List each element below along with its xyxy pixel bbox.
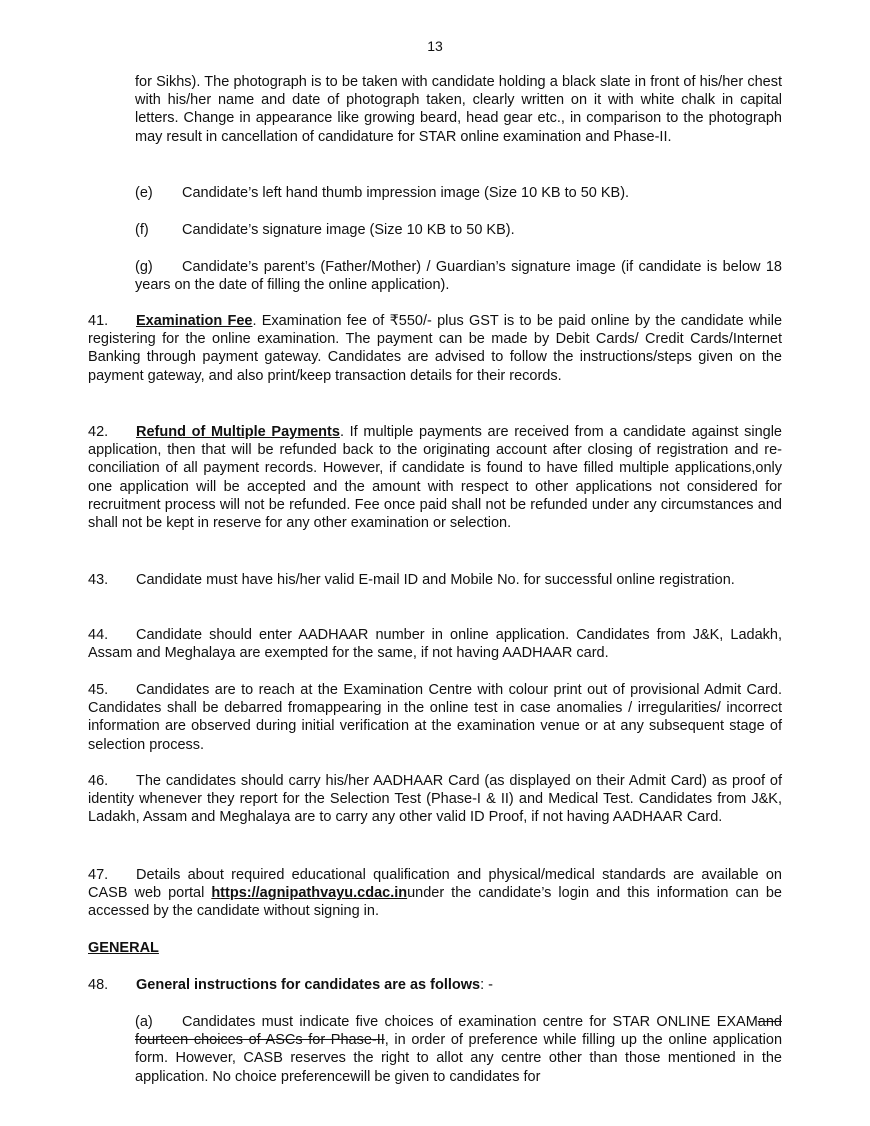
- list-item-e-text: Candidate’s left hand thumb impression image (Size 10 KB to 50 KB).: [182, 185, 630, 201]
- list-item-f-label: (f): [135, 222, 149, 238]
- paragraph-41-examination-fee: [88, 312, 782, 385]
- list-item-a: [135, 1013, 782, 1086]
- paragraph-48-title: General instructions for candidates are as follows: [136, 977, 481, 993]
- list-item-g-label: (g): [135, 259, 153, 275]
- paragraph-44: [88, 626, 782, 662]
- page-number: 13: [427, 38, 443, 54]
- paragraph-45: [88, 681, 782, 754]
- paragraph-42-refund: [88, 423, 782, 532]
- paragraph-41-text: . Examination fee of ₹550/- plus GST is to be paid online by the candidate while registering for the online examination. The payment can be made by Debit Cards/ Credit Cards/Internet Banking through payment gateway. Candidates are advised to follow the instructions/steps given on the payment gateway, and also print/keep transaction details for their records.: [88, 313, 783, 384]
- paragraph-48-suffix: : -: [480, 977, 493, 993]
- list-item-a-text: Candidates must indicate five choices of examination centre for STAR ONLINE EXAM: [182, 1014, 758, 1030]
- list-item-f-text: Candidate’s signature image (Size 10 KB to 50 KB).: [182, 222, 515, 238]
- struck-out-text: and fourteen choices of ASCs for Phase-II: [135, 1014, 782, 1049]
- list-item-e-label: (e): [135, 185, 153, 201]
- paragraph-42-text: . If multiple payments are received from a candidate against single application, then that will be refunded back to the originating account after closing of registration and re-conciliation of all payment records. However, if candidate is found to have filled multiple applications,only one application will be accepted and the amount with respect to other applications not considered for recruitment process will not be refunded. Fee once paid shall not be refunded under any circumstances and shall not be kept in reserve for any other examination or selection.: [88, 424, 782, 532]
- paragraph-42-number: 42.: [88, 424, 109, 440]
- paragraph-48-number: 48.: [88, 977, 109, 993]
- paragraph-44-number: 44.: [88, 627, 109, 643]
- list-item-g: [135, 258, 782, 294]
- paragraph-47-text: Details about required educational qualification and physical/medical standards are available on CASB web portal: [88, 867, 782, 902]
- paragraph-46-text: The candidates should carry his/her AADHAAR Card (as displayed on their Admit Card) as proof of identity whenever they report for the Selection Test (Phase-I & II) and Medical Test. Candidates from J&K, Ladakh, Assam and Meghalaya are to carry any other valid ID Proof, if not having AADHAAR Card.: [88, 773, 782, 826]
- paragraph-45-text: Candidates are to reach at the Examination Centre with colour print out of provisional Admit Card. Candidates shall be debarred fromappearing in the online test in case anomalies / irregularities/ incorrect information are observed during initial verification at the examination venue or at any subsequent stage of selection process.: [88, 682, 782, 753]
- paragraph-46: [88, 772, 782, 827]
- paragraph-47-number: 47.: [88, 867, 109, 883]
- casb-portal-link[interactable]: https://agnipathvayu.cdac.in: [211, 885, 408, 902]
- list-item-a-label: (a): [135, 1014, 153, 1030]
- list-item-e: [135, 184, 782, 202]
- paragraph-46-number: 46.: [88, 773, 109, 789]
- list-item-a-text-end: , in order of preference while filling up the online application form. However, CASB reserves the right to allot any centre other than those mentioned in the application. No choice preferencewill be given to candidates for: [135, 1032, 783, 1085]
- general-heading: [88, 939, 782, 957]
- paragraph-45-number: 45.: [88, 682, 109, 698]
- paragraph-43-text: Candidate must have his/her valid E-mail ID and Mobile No. for successful online registration.: [136, 572, 735, 588]
- photograph-instruction-continued: for Sikhs). The photograph is to be taken with candidate holding a black slate in front of his/her chest with his/her name and date of photograph taken, clearly written on it with white chalk in capital letters. Change in appearance like growing beard, head gear etc., in comparison to the photograph may result in cancellation of candidature for STAR online examination and Phase-II.: [135, 74, 782, 145]
- paragraph-43-number: 43.: [88, 572, 109, 588]
- paragraph-47: [88, 866, 782, 921]
- general-heading-text: GENERAL: [88, 940, 159, 956]
- paragraph-41-number: 41.: [88, 313, 109, 329]
- paragraph-44-text: Candidate should enter AADHAAR number in online application. Candidates from J&K, Ladakh, Assam and Meghalaya are exempted for the same, if not having AADHAAR card.: [88, 627, 782, 662]
- list-item-f: [135, 221, 782, 239]
- paragraph-48: [88, 976, 782, 994]
- paragraph-47-text-end: under the candidate’s login and this information can be accessed by the candidate without signing in.: [88, 885, 782, 920]
- list-item-g-text: Candidate’s parent’s (Father/Mother) / Guardian’s signature image (if candidate is below 18 years on the date of filling the online application).: [135, 259, 782, 294]
- paragraph-43: [88, 571, 782, 589]
- paragraph-41-title: Examination Fee: [136, 313, 253, 329]
- paragraph-42-title: Refund of Multiple Payments: [136, 424, 340, 440]
